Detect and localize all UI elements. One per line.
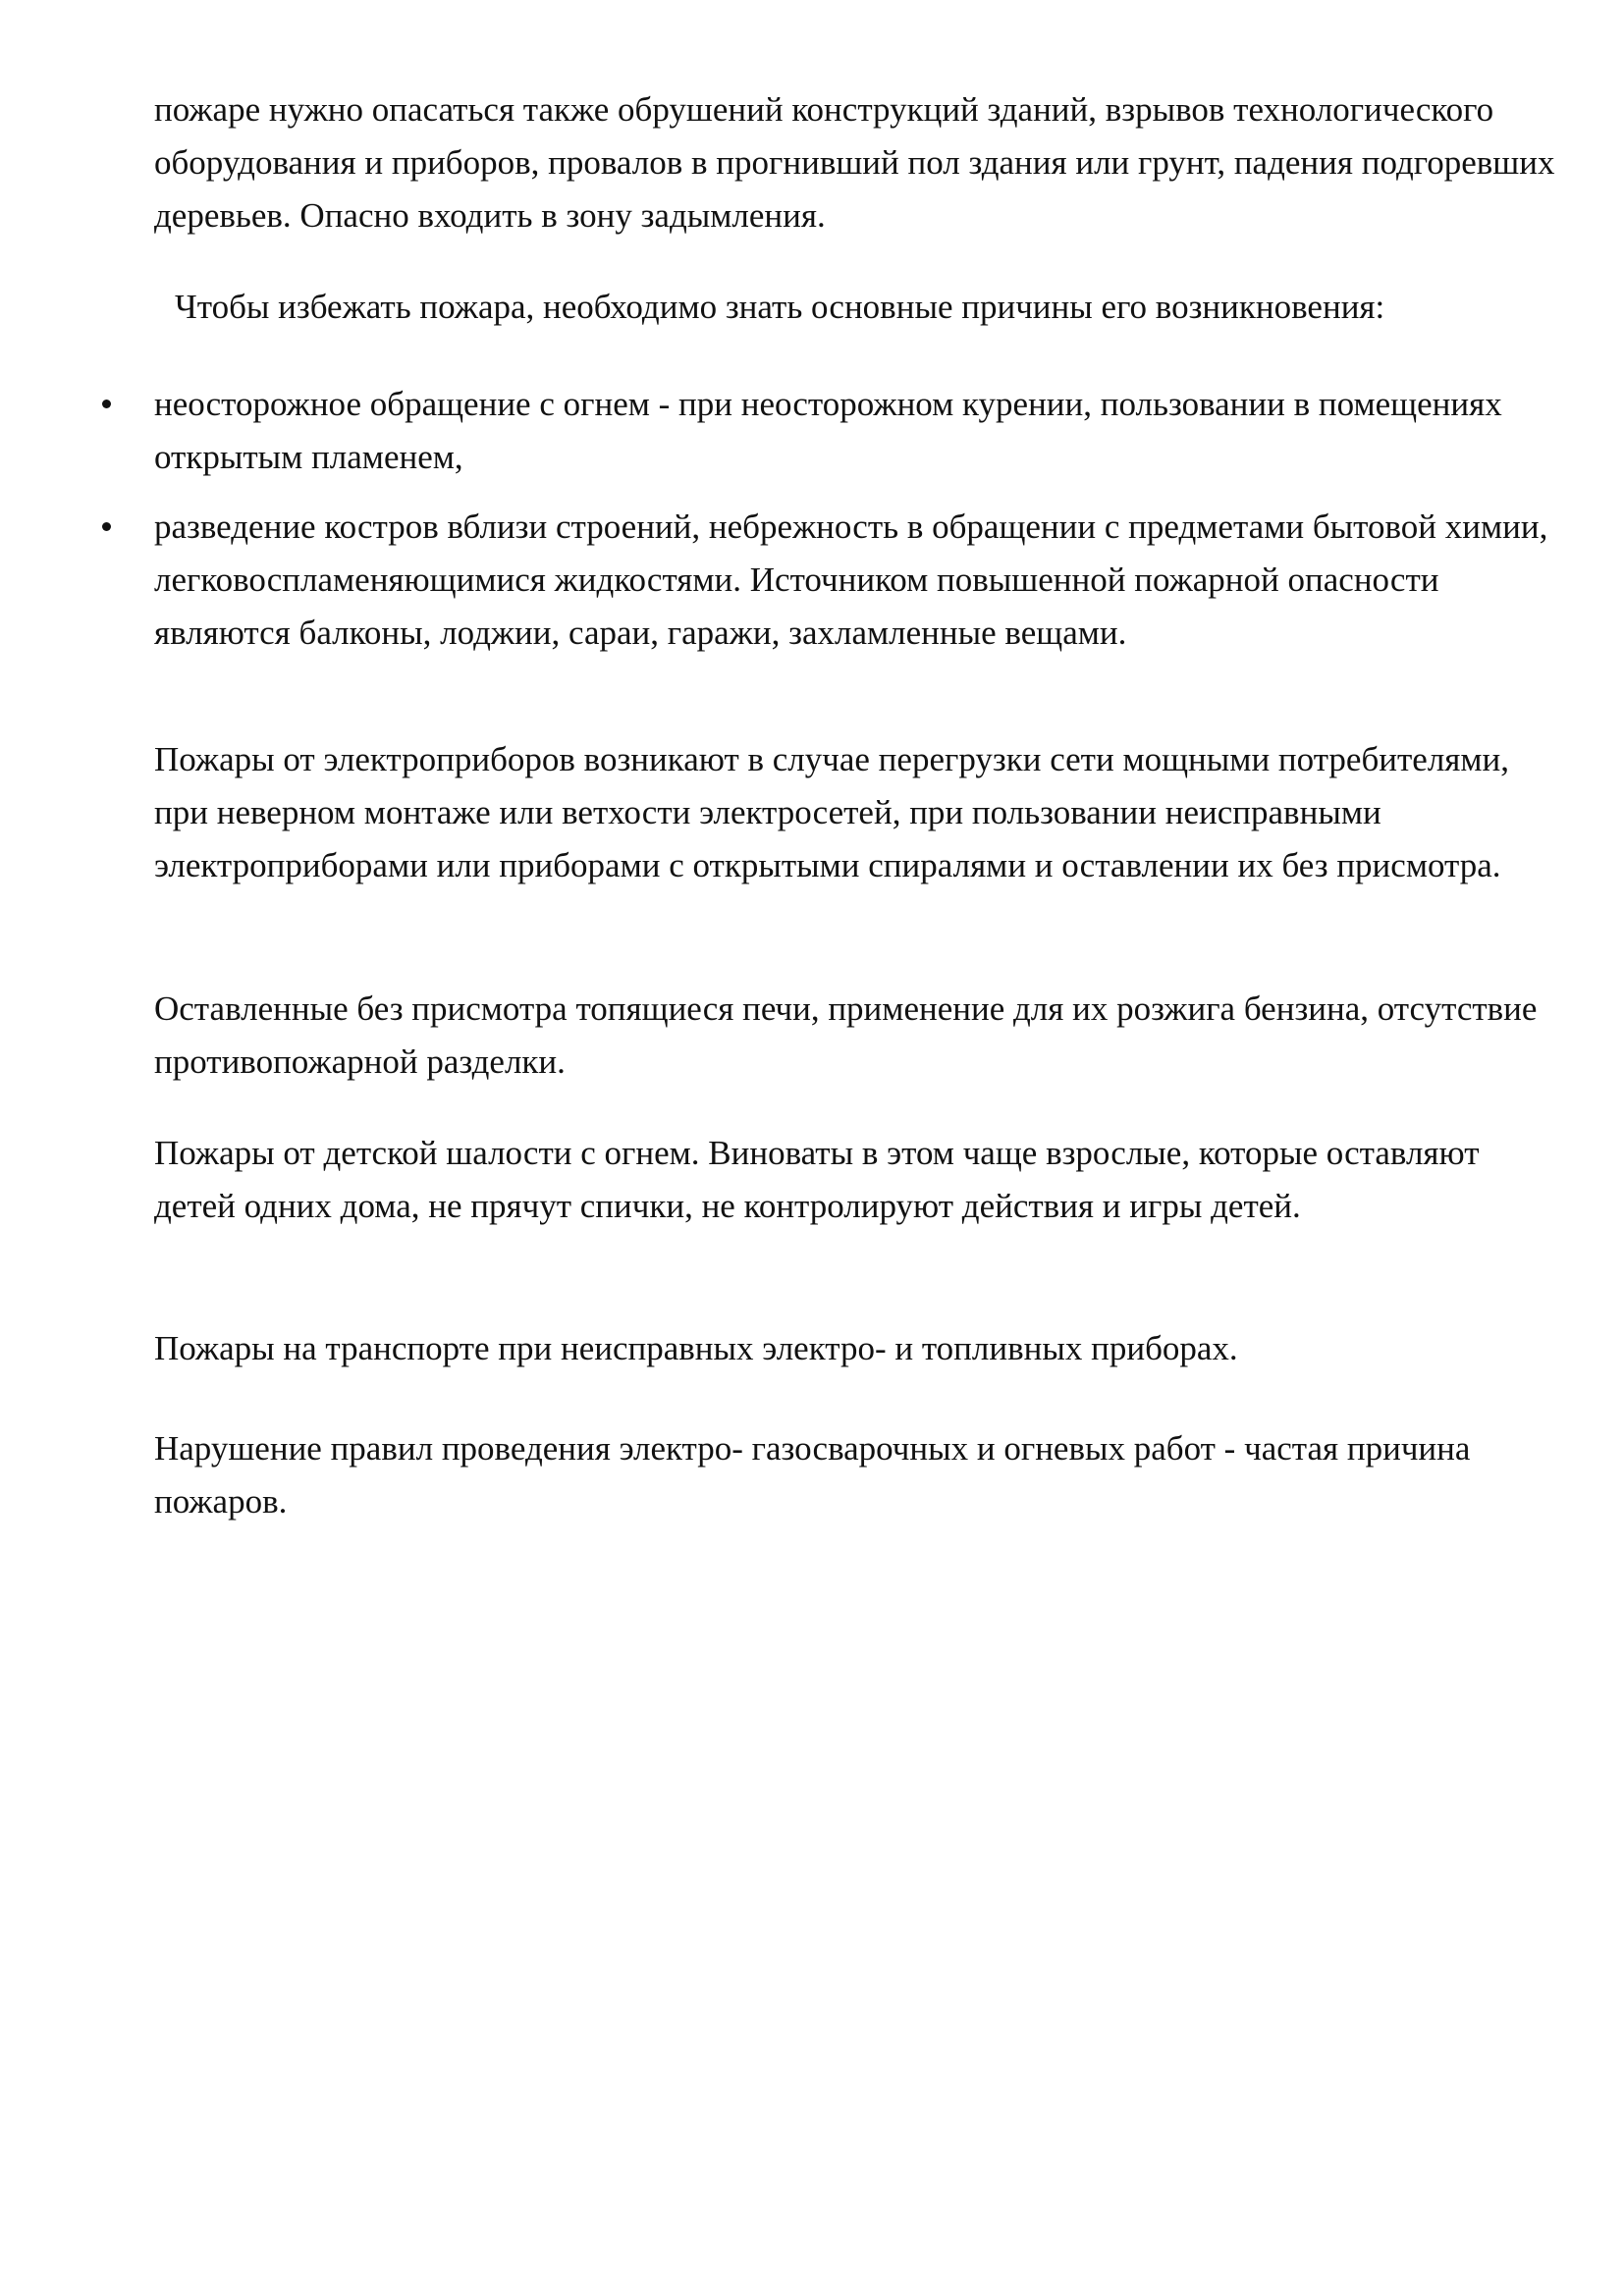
paragraph-stoves: Оставленные без присмотра топящиеся печи, применение для их розжига бензина, отсутствие противопожарной разделки.	[154, 989, 1538, 1081]
paragraph-intro: Чтобы избежать пожара, необходимо знать основные причины его возникновения:	[175, 288, 1385, 326]
paragraph-continued: пожаре нужно опасаться также обрушений конструкций зданий, взрывов технологического оборудования и приборов, провалов в прогнивший пол здания или грунт, падения подгоревших деревьев. Опасно входить в зону задымления.	[154, 90, 1555, 235]
bullet-icon	[102, 522, 111, 531]
paragraph-welding: Нарушение правил проведения электро- газосварочных и огневых работ - частая причина пожаров.	[154, 1429, 1471, 1521]
list-item-text: разведение костров вблизи строений, небрежность в обращении с предметами бытовой химии, легковоспламеняющимися жидкостями. Источником повышенной пожарной опасности являются балконы, лоджии, сараи, гаражи, захламленные вещами.	[154, 507, 1548, 652]
paragraph-children: Пожары от детской шалости с огнем. Виноваты в этом чаще взрослые, которые оставляют детей одних дома, не прячут спички, не контролируют действия и игры детей.	[154, 1134, 1480, 1225]
list-item-text: неосторожное обращение с огнем - при неосторожном курении, пользовании в помещениях открытым пламенем,	[154, 385, 1502, 476]
bullet-icon	[102, 400, 111, 408]
paragraph-transport: Пожары на транспорте при неисправных электро- и топливных приборах.	[154, 1329, 1238, 1367]
causes-list	[0, 378, 1624, 660]
list-item	[0, 501, 1568, 660]
paragraph-electric: Пожары от электроприборов возникают в случае перегрузки сети мощными потребителями, при неверном монтаже или ветхости электросетей, при пользовании неисправными электроприборами или приборами с открытыми спиралями и оставлении их без присмотра.	[154, 740, 1510, 884]
list-item	[0, 378, 1568, 484]
